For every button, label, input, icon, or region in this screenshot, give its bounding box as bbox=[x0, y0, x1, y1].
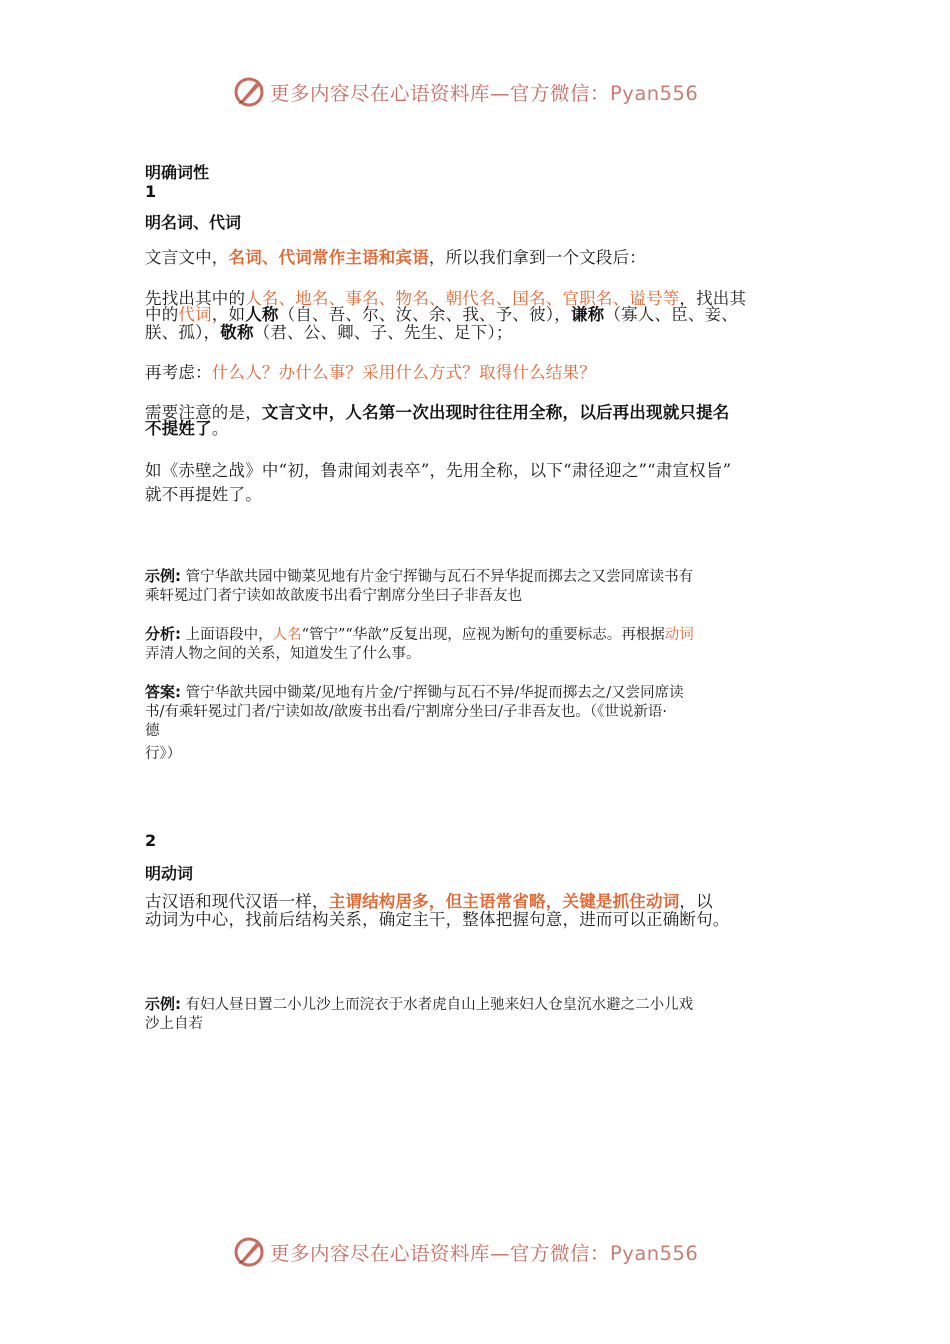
paragraph-consider: 再考虑：什么人？办什么事？采用什么方式？取得什么结果？ bbox=[145, 363, 596, 382]
paragraph-note: 需要注意的是，文言文中，人名第一次出现时往往用全称，以后再出现就只提名 不提姓了。 bbox=[145, 403, 730, 438]
quill-logo-icon bbox=[232, 1235, 266, 1269]
watermark-footer bbox=[232, 1234, 752, 1270]
paragraph-verbs: 古汉语和现代汉语一样，主谓结构居多，但主语常省略，关键是抓住动词，以 动词为中心，找前后结构关系，确定主干，整体把握句意，进而可以正确断句。 bbox=[145, 892, 730, 929]
answer-block: 答案: 管宁华歆共园中锄菜/见地有片金/宁挥锄与瓦石不异/华捉而掷去之/又尝同席读 书/有乘轩冕过门者/宁读如故/歆废书出看/宁割席分坐曰/子非吾友也。（《世说新语· 德 行》） bbox=[145, 683, 684, 762]
example-block: 示例: 管宁华歆共园中锄菜见地有片金宁挥锄与瓦石不异华捉而掷去之又尝同席读书有 乘轩冕过门者宁读如故歆废书出看宁割席分坐曰子非吾友也 bbox=[145, 567, 694, 604]
example2-block: 示例: 有妇人昼日置二小儿沙上而浣衣于水者虎自山上驰来妇人仓皇沉水避之二小儿戏 沙上自若 bbox=[145, 995, 694, 1032]
watermark-text: 更多内容尽在心语资料库—官方微信：Pyan556 bbox=[270, 1242, 699, 1265]
section-number: 1 bbox=[145, 182, 157, 201]
watermark-header bbox=[232, 74, 752, 110]
analysis-label: 分析: bbox=[145, 625, 181, 643]
paragraph-chibi-example: 如《赤壁之战》中“初，鲁肃闻刘表卒”，先用全称，以下“肃径迎之”“肃宣权旨” 就不再提姓了。 bbox=[145, 461, 732, 504]
example2-label: 示例: bbox=[145, 995, 181, 1013]
answer-label: 答案: bbox=[145, 683, 181, 701]
example-label: 示例: bbox=[145, 567, 181, 585]
section-title: 明确词性 bbox=[145, 163, 210, 182]
paragraph-find-nouns: 先找出其中的人名、地名、事名、物名、朝代名、国名、官职名、谥号等，找出其 中的代词，如人称（自、吾、尔、汝、余、我、予、彼），谦称（寡人、臣、妾、 朕、孤），敬称（君、公、卿、子、先生、足下）； bbox=[145, 289, 747, 342]
analysis-block: 分析: 上面语段中，人名“管宁”“华歆”反复出现，应视为断句的重要标志。再根据动词 弄清人物之间的关系，知道发生了什么事。 bbox=[145, 625, 694, 662]
section2-number: 2 bbox=[145, 831, 157, 850]
section2-subtitle: 明动词 bbox=[145, 864, 194, 883]
section-subtitle: 明名词、代词 bbox=[145, 213, 242, 232]
quill-logo-icon bbox=[232, 75, 266, 109]
paragraph-nouns-role: 文言文中，名词、代词常作主语和宾语，所以我们拿到一个文段后： bbox=[145, 248, 647, 267]
watermark-text: 更多内容尽在心语资料库—官方微信：Pyan556 bbox=[270, 82, 699, 105]
